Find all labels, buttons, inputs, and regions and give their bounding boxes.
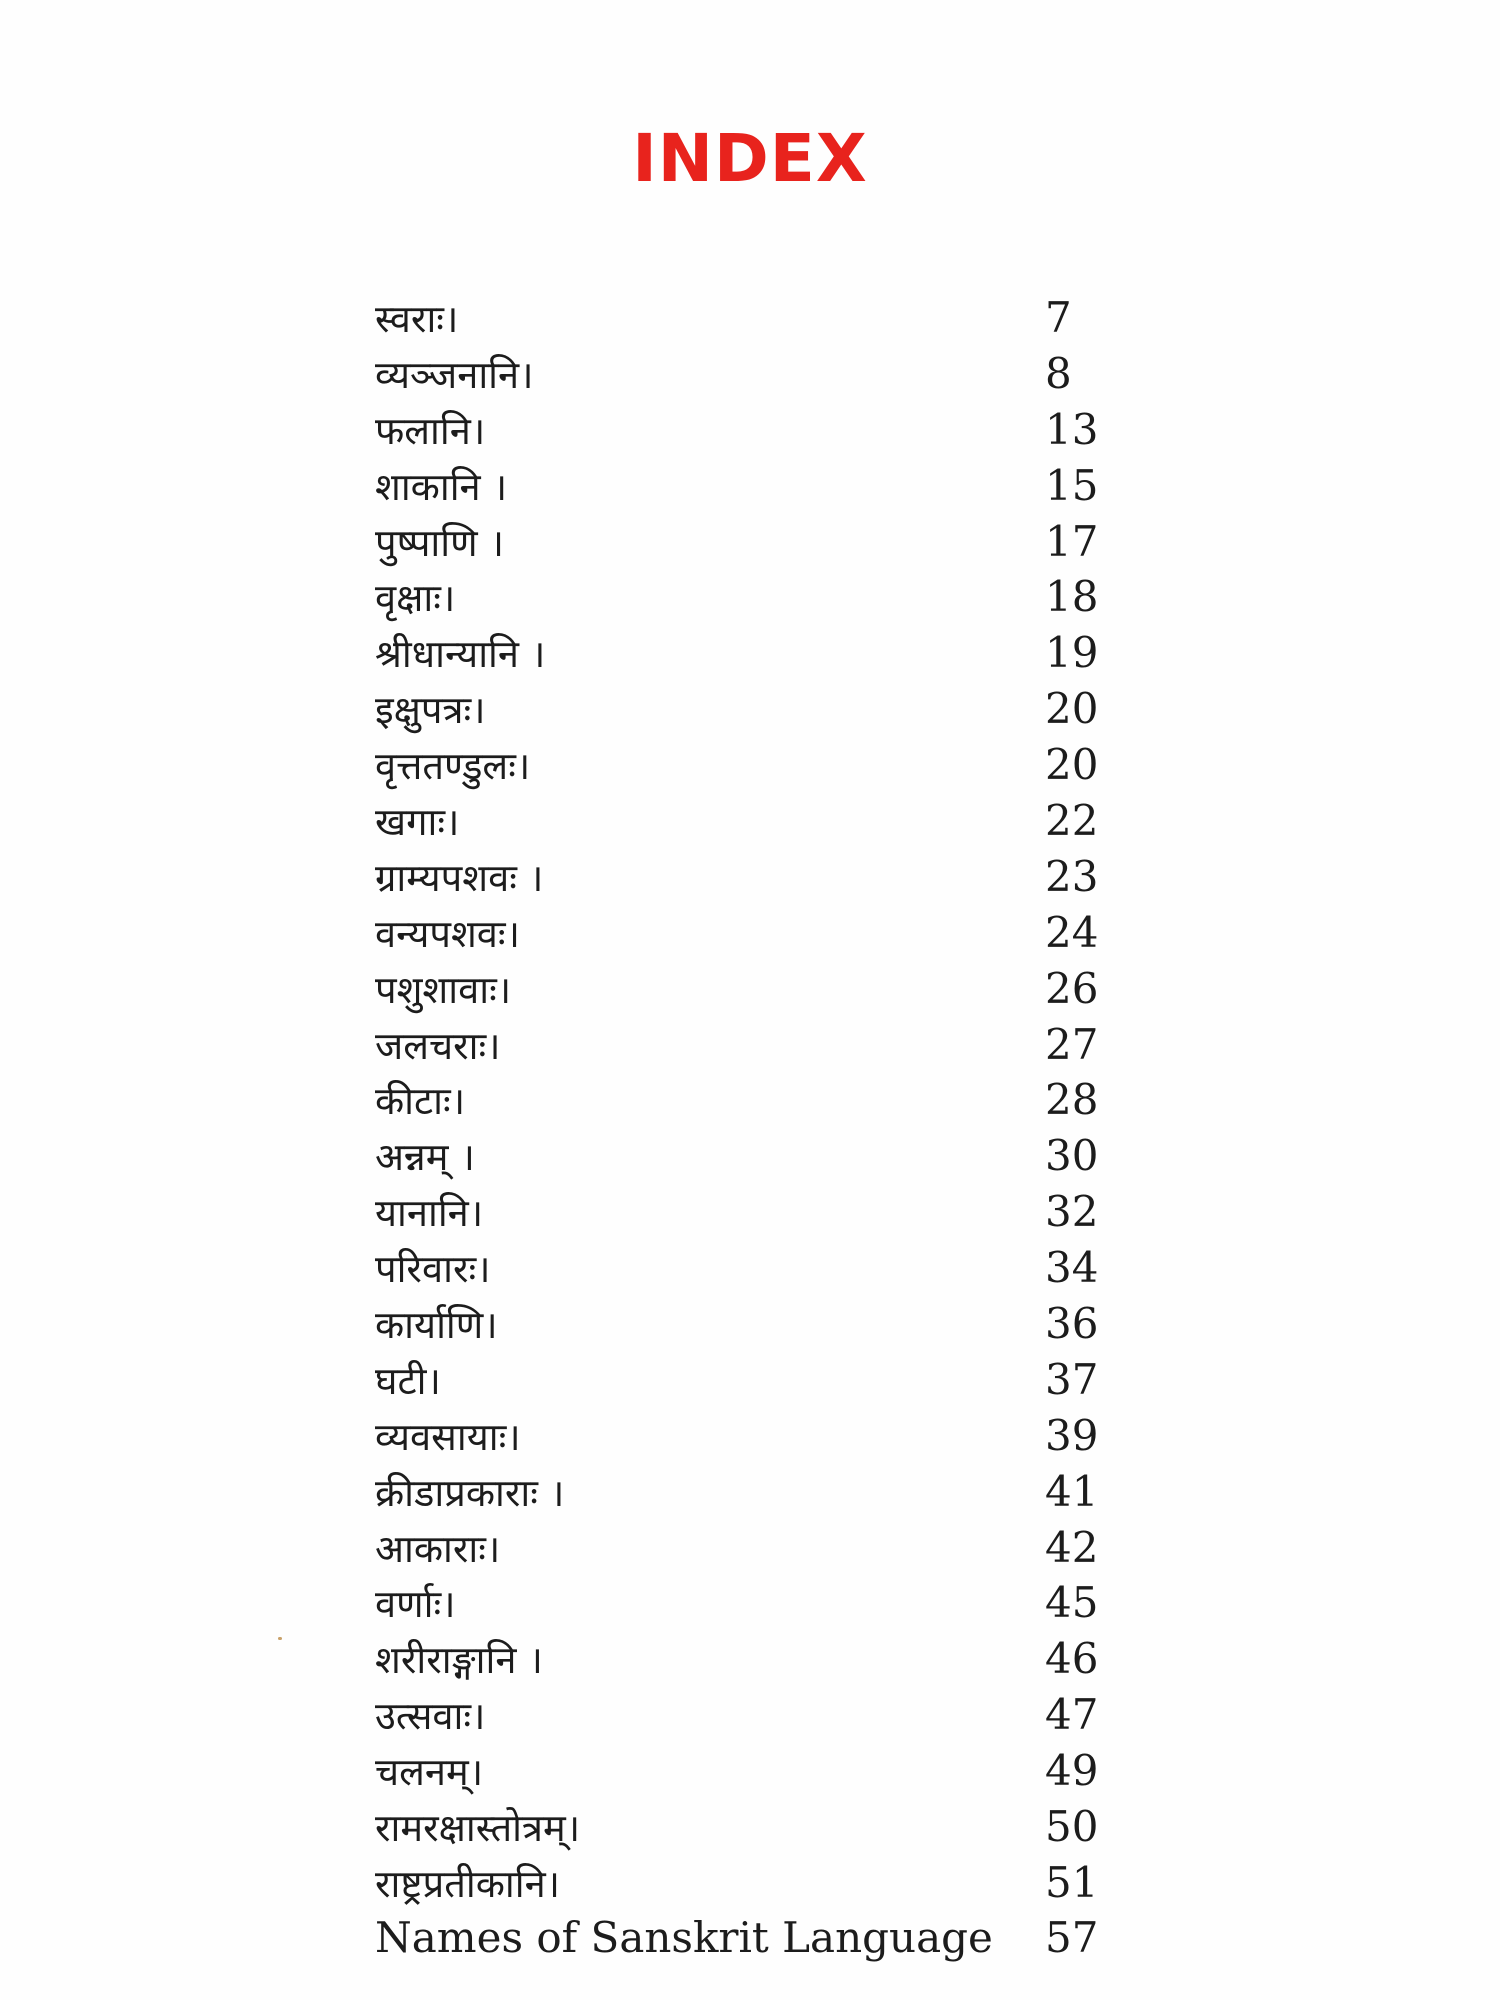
entry-page-number: 15 xyxy=(1045,460,1099,510)
entry-title: घटी। xyxy=(375,1358,441,1403)
index-entry xyxy=(375,516,1135,572)
index-entry xyxy=(375,1801,1135,1857)
index-entry xyxy=(375,1074,1135,1130)
index-entry xyxy=(375,963,1135,1019)
entry-page-number: 23 xyxy=(1045,851,1099,901)
entry-title: राष्ट्रप्रतीकानि। xyxy=(375,1861,561,1906)
index-entry xyxy=(375,1242,1135,1298)
entry-title: फलानि। xyxy=(375,408,486,453)
entry-title: वृत्ततण्डुलः। xyxy=(375,744,531,789)
entry-page-number: 18 xyxy=(1045,572,1099,622)
entry-page-number: 45 xyxy=(1045,1578,1099,1628)
entry-title: वन्यपशवः। xyxy=(375,911,521,956)
entry-title: शाकानि । xyxy=(375,464,508,509)
entry-page-number: 57 xyxy=(1045,1912,1099,1962)
entry-title: अन्नम् । xyxy=(375,1135,475,1180)
entry-page-number: 36 xyxy=(1045,1299,1099,1349)
entry-title: पुष्पाणि । xyxy=(375,520,505,565)
entry-page-number: 34 xyxy=(1045,1243,1099,1293)
index-entry xyxy=(375,1354,1135,1410)
entry-title: वृक्षाः। xyxy=(375,576,456,621)
index-entry xyxy=(375,739,1135,795)
entry-title: परिवारः। xyxy=(375,1247,491,1292)
index-entry xyxy=(375,404,1135,460)
entry-title: इक्षुपत्रः। xyxy=(375,688,486,733)
entry-title: खगाः। xyxy=(375,800,460,845)
entry-title: Names of Sanskrit Language xyxy=(375,1912,993,1962)
entry-title: उत्सवाः। xyxy=(375,1694,486,1739)
entry-page-number: 17 xyxy=(1045,516,1099,566)
index-entry xyxy=(375,627,1135,683)
entry-page-number: 26 xyxy=(1045,963,1099,1013)
index-list xyxy=(375,292,1135,1969)
index-entry xyxy=(375,1913,1135,1969)
entry-page-number: 27 xyxy=(1045,1019,1099,1069)
entry-title: जलचराः। xyxy=(375,1023,501,1068)
entry-page-number: 32 xyxy=(1045,1187,1099,1237)
entry-page-number: 8 xyxy=(1045,348,1072,398)
index-entry xyxy=(375,460,1135,516)
entry-title: व्यञ्जनानि। xyxy=(375,352,534,397)
entry-title: चलनम्। xyxy=(375,1750,484,1795)
entry-page-number: 37 xyxy=(1045,1354,1099,1404)
entry-title: श्रीधान्यानि । xyxy=(375,632,546,677)
index-entry xyxy=(375,795,1135,851)
entry-page-number: 51 xyxy=(1045,1857,1099,1907)
entry-page-number: 19 xyxy=(1045,628,1099,678)
entry-title: शरीराङ्गानि । xyxy=(375,1638,543,1683)
paper-speck xyxy=(278,1637,282,1640)
index-entry xyxy=(375,1186,1135,1242)
index-entry xyxy=(375,1410,1135,1466)
index-entry xyxy=(375,1298,1135,1354)
entry-page-number: 47 xyxy=(1045,1690,1099,1740)
entry-title: व्यवसायाः। xyxy=(375,1414,521,1459)
entry-page-number: 49 xyxy=(1045,1746,1099,1796)
entry-title: कीटाः। xyxy=(375,1079,466,1124)
entry-page-number: 28 xyxy=(1045,1075,1099,1125)
index-entry xyxy=(375,683,1135,739)
entry-title: रामरक्षास्तोत्रम्। xyxy=(375,1806,581,1851)
entry-page-number: 41 xyxy=(1045,1466,1099,1516)
entry-page-number: 24 xyxy=(1045,907,1099,957)
index-entry xyxy=(375,1689,1135,1745)
entry-title: स्वराः। xyxy=(375,297,459,341)
entry-title: वर्णाः। xyxy=(375,1582,456,1627)
entry-page-number: 30 xyxy=(1045,1131,1099,1181)
entry-page-number: 22 xyxy=(1045,796,1099,846)
index-entry xyxy=(375,907,1135,963)
entry-title: आकाराः। xyxy=(375,1526,501,1571)
index-entry xyxy=(375,1466,1135,1522)
entry-page-number: 42 xyxy=(1045,1522,1099,1572)
entry-title: यानानि। xyxy=(375,1191,484,1236)
page-title: INDEX xyxy=(632,120,868,197)
index-entry xyxy=(375,1633,1135,1689)
entry-page-number: 20 xyxy=(1045,740,1099,790)
index-entry xyxy=(375,1857,1135,1913)
index-entry xyxy=(375,1577,1135,1633)
entry-title: कार्याणि। xyxy=(375,1303,498,1348)
index-entry xyxy=(375,851,1135,907)
entry-page-number: 50 xyxy=(1045,1802,1099,1852)
entry-title: ग्राम्यपशवः । xyxy=(375,855,544,900)
index-entry xyxy=(375,1130,1135,1186)
index-entry xyxy=(375,1745,1135,1801)
index-entry xyxy=(375,348,1135,404)
entry-page-number: 20 xyxy=(1045,684,1099,734)
entry-title: पशुशावाः। xyxy=(375,967,512,1012)
index-entry xyxy=(375,292,1135,348)
entry-page-number: 39 xyxy=(1045,1410,1099,1460)
entry-page-number: 7 xyxy=(1045,293,1072,342)
index-entry xyxy=(375,1019,1135,1075)
entry-page-number: 13 xyxy=(1045,404,1099,454)
index-entry xyxy=(375,571,1135,627)
entry-page-number: 46 xyxy=(1045,1634,1099,1684)
entry-title: क्रीडाप्रकाराः । xyxy=(375,1470,565,1515)
index-entry xyxy=(375,1522,1135,1578)
